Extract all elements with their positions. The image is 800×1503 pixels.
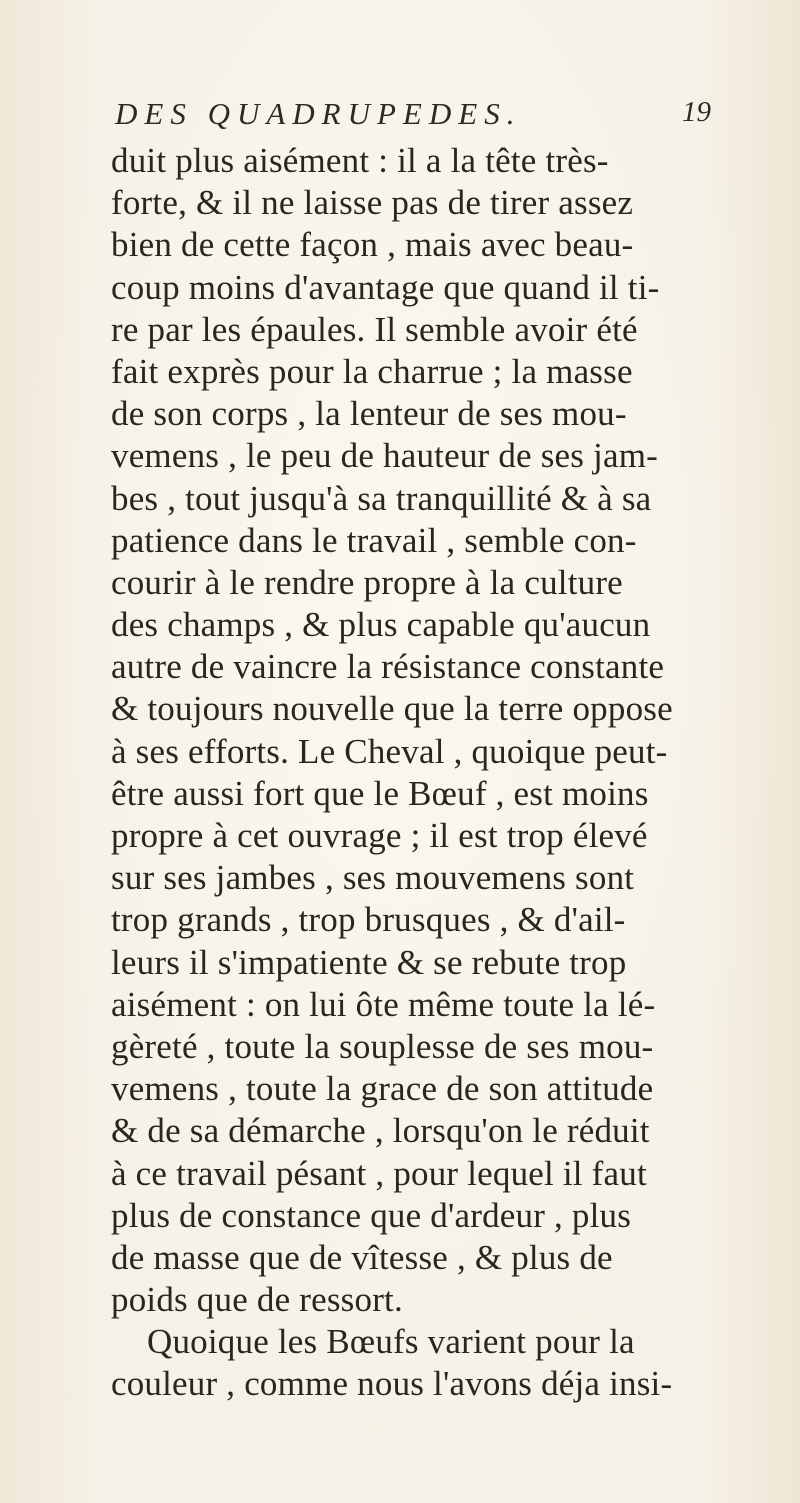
text-line: forte, & il ne laisse pas de tirer assez <box>111 183 634 223</box>
text-line: patience dans le travail , semble con- <box>111 520 637 560</box>
text-line: & de sa démarche , lorsqu'on le réduit <box>111 1111 650 1151</box>
text-line: bes , tout jusqu'à sa tranquillité & à sa <box>111 478 652 518</box>
text-line: à ses efforts. Le Cheval , quoique peut- <box>111 731 668 771</box>
text-line: vemens , le peu de hauteur de ses jam- <box>111 436 658 476</box>
text-line: gèreté , toute la souplesse de ses mou- <box>111 1026 654 1066</box>
text-line: autre de vaincre la résistance constante <box>111 647 665 687</box>
body-text <box>111 140 751 1406</box>
text-line: de son corps , la lenteur de ses mou- <box>111 394 627 434</box>
text-line: propre à cet ouvrage ; il est trop élevé <box>111 816 648 855</box>
paragraph-start-line: Quoique les Bœufs varient pour la <box>147 1322 635 1362</box>
text-line: de masse que de vîtesse , & plus de <box>111 1237 613 1277</box>
text-line: fait exprès pour la charrue ; la masse <box>111 351 633 391</box>
text-line: sur ses jambes , ses mouvemens sont <box>111 858 635 898</box>
text-line: des champs , & plus capable qu'aucun <box>111 605 651 645</box>
text-line: vemens , toute la grace de son attitude <box>111 1069 654 1109</box>
text-line: coup moins d'avantage que quand il ti- <box>111 267 660 307</box>
text-line: trop grands , trop brusques , & d'ail- <box>111 900 626 940</box>
text-line: bien de cette façon , mais avec beau- <box>111 225 634 265</box>
text-line: à ce travail pésant , pour lequel il faut <box>111 1153 647 1193</box>
text-line: duit plus aisément : il a la tête très- <box>111 141 609 180</box>
text-line: poids que de ressort. <box>111 1280 403 1320</box>
text-line: & toujours nouvelle que la terre oppose <box>111 689 673 729</box>
text-line: aisément : on lui ôte même toute la lé- <box>111 984 656 1024</box>
text-line: être aussi fort que le Bœuf , est moins <box>111 773 649 813</box>
page-number: 19 <box>682 96 711 128</box>
text-line: re par les épaules. Il semble avoir été <box>111 309 638 349</box>
running-head <box>115 96 715 136</box>
text-line: couleur , comme nous l'avons déja insi- <box>111 1364 673 1404</box>
text-line: leurs il s'impatiente & se rebute trop <box>111 942 627 982</box>
text-line: plus de constance que d'ardeur , plus <box>111 1195 632 1235</box>
running-title: DES QUADRUPEDES. <box>115 96 522 131</box>
text-line: courir à le rendre propre à la culture <box>111 562 623 602</box>
